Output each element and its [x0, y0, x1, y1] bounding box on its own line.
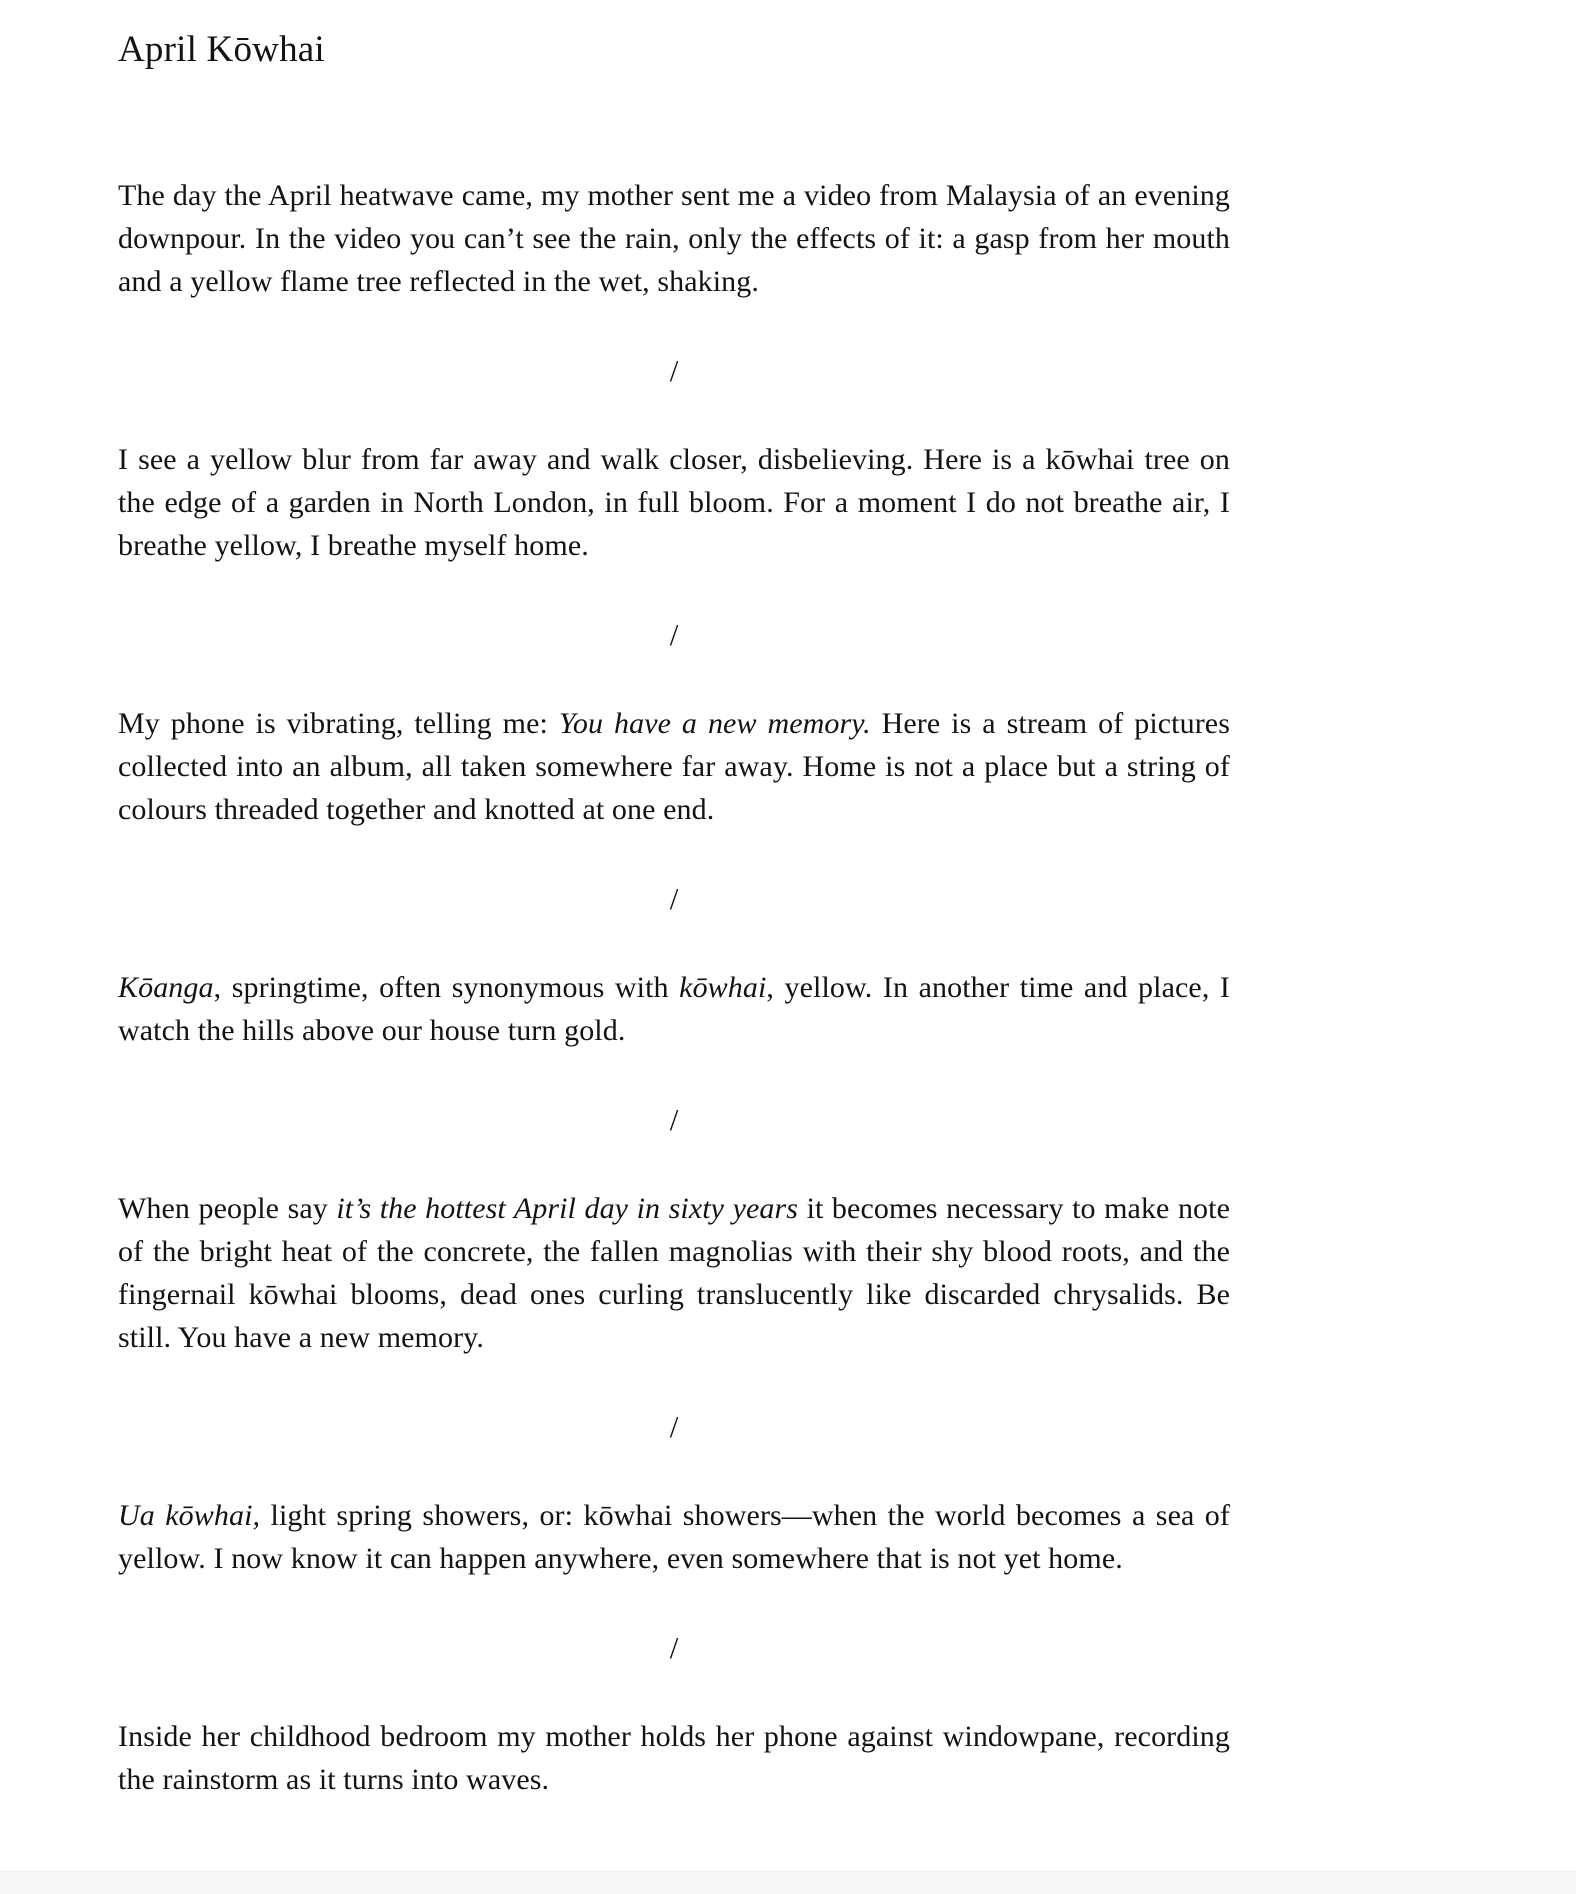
- italic-text-run: kōwhai: [679, 971, 767, 1004]
- text-run: light spring showers, or: kōwhai showers—when the world becomes a sea of yellow. I now know it can happen anywhere, even somewhere that is not yet home.: [118, 1499, 1230, 1575]
- text-run: Here is a stream of pictures collected into an album, all taken somewhere far away. Home is not a place but a string of colours threaded together and knotted at one end.: [118, 707, 1230, 826]
- paragraph: [118, 174, 1230, 303]
- italic-text-run: Kōanga: [118, 971, 214, 1004]
- section-divider: /: [669, 617, 679, 652]
- text-run: it becomes necessary to make note of the bright heat of the concrete, the fallen magnolias with their shy blood roots, and the fingernail kōwhai blooms, dead ones curling translucently like discarded chrysalids. Be still. You have a new memory.: [118, 1192, 1231, 1354]
- page-title: April Kōwhai: [118, 29, 325, 70]
- text-run: , springtime, often synonymous with: [213, 971, 680, 1004]
- text-run: My phone is vibrating, telling me:: [118, 707, 559, 740]
- section-divider: /: [669, 881, 679, 916]
- paragraph: [118, 1494, 1230, 1580]
- section-divider: /: [669, 353, 679, 388]
- paragraph: [118, 438, 1230, 567]
- paragraph: [118, 1715, 1230, 1801]
- italic-text-run: You have a new memory.: [558, 707, 871, 740]
- section-divider: /: [669, 1409, 679, 1444]
- text-run: When people say: [118, 1192, 337, 1225]
- paragraph: [118, 966, 1230, 1052]
- italic-text-run: Ua kōwhai,: [118, 1499, 261, 1532]
- paragraph: [118, 702, 1230, 831]
- bottom-bar: [0, 1871, 1576, 1894]
- text-run: The day the April heatwave came, my mother sent me a video from Malaysia of an evening downpour. In the video you can’t see the rain, only the effects of it: a gasp from her mouth and a yellow flame tree reflected in the wet, shaking.: [118, 179, 1230, 298]
- section-divider: /: [669, 1102, 679, 1137]
- text-run: Inside her childhood bedroom my mother holds her phone against windowpane, recording the rainstorm as it turns into waves.: [118, 1720, 1230, 1796]
- text-run: , yellow. In another time and place, I watch the hills above our house turn gold.: [118, 971, 1230, 1047]
- document-body: [118, 174, 1230, 1801]
- text-run: I see a yellow blur from far away and walk closer, disbelieving. Here is a kōwhai tree on the edge of a garden in North London, in full bloom. For a moment I do not breathe air, I breathe yellow, I breathe myself home.: [118, 443, 1230, 562]
- paragraph: [118, 1187, 1230, 1359]
- section-divider: /: [669, 1630, 679, 1665]
- italic-text-run: it’s the hottest April day in sixty years: [336, 1192, 799, 1225]
